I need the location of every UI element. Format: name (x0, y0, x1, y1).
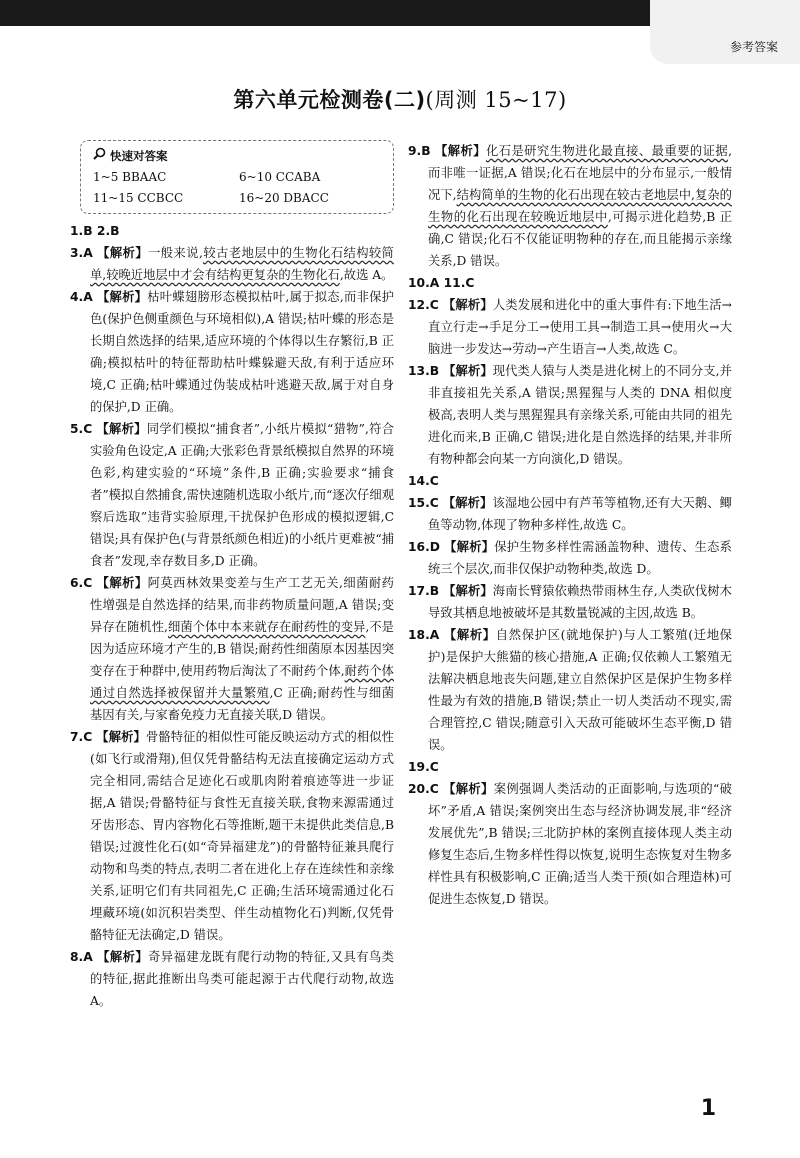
answer-14: 14.C (408, 474, 439, 488)
quick-answer-box (80, 140, 394, 214)
quick-row (93, 188, 385, 209)
title-sub: (周测 15~17) (425, 88, 567, 112)
left-column (70, 140, 394, 1012)
quick-cell: 6~10 CCABA (239, 170, 321, 184)
answer-10-11: 10.A 11.C (408, 276, 475, 290)
quick-answer-title: 快速对答案 (110, 149, 168, 163)
header-tab-label: 参考答案 (729, 40, 778, 54)
quick-answer-heading (93, 145, 385, 167)
answer-1-2: 1.B 2.B (70, 224, 120, 238)
title-main: 第六单元检测卷(二) (233, 88, 426, 112)
answer-3: 3.A 【解析】一般来说,较古老地层中的生物化石结构较简单,较晚近地层中才会有结构更复杂的生物化石,故选 A。 (70, 246, 394, 282)
answer-16: 16.D 【解析】保护生物多样性需涵盖物种、遗传、生态系统三个层次,而非仅保护动物种类,故选 D。 (408, 540, 732, 576)
answer-19: 19.C (408, 760, 439, 774)
header-tab (650, 0, 800, 64)
answer-12: 12.C 【解析】人类发展和进化中的重大事件有:下地生活→直立行走→手足分工→使用工具→制造工具→使用火→大脑进一步发达→劳动→产生语言→人类,故选 C。 (408, 298, 732, 356)
answer-20: 20.C 【解析】案例强调人类活动的正面影响,与选项的“破坏”矛盾,A 错误;案例突出生态与经济协调发展,非“经济发展优先”,B 错误;三北防护林的案例直接体现人类主动修复生态后,生物多样性得以恢复,说明生态恢复对生物多样性具有积极影响,C 正确;适当人类干预(如合理造林)可促进生态恢复,D 错误。 (408, 782, 732, 906)
magnifier-icon (93, 145, 106, 167)
answer-13: 13.B 【解析】现代类人猿与人类是进化树上的不同分支,并非直接祖先关系,A 错误;黑猩猩与人类的 DNA 相似度极高,表明人类与黑猩猩具有亲缘关系,可能由共同的祖先进化而来,B 正确,C 错误;进化是自然选择的结果,并非所有物种都会向某一方向演化,D 错误。 (408, 364, 732, 466)
answer-15: 15.C 【解析】该湿地公园中有芦苇等植物,还有大天鹅、鲫鱼等动物,体现了物种多样性,故选 C。 (408, 496, 732, 532)
answer-4: 4.A 【解析】枯叶蝶翅膀形态模拟枯叶,属于拟态,而非保护色(保护色侧重颜色与环境相似),A 错误;枯叶蝶的形态是长期自然选择的结果,适应环境的个体得以生存繁衍,B 正确;模拟枯叶的特征帮助枯叶蝶躲避天敌,有利于适应环境,C 正确;枯叶蝶通过伪装成枯叶逃避天敌,属于对自身的保护,D 正确。 (70, 290, 394, 414)
quick-cell: 1~5 BBAAC (93, 170, 167, 184)
answer-9: 9.B 【解析】化石是研究生物进化最直接、最重要的证据,而非唯一证据,A 错误;化石在地层中的分布显示,一般情况下,结构简单的生物的化石出现在较古老地层中,复杂的生物的化石出现在较晚近地层中,可揭示进化趋势,B 正确,C 错误;化石不仅能证明物种的存在,而且能揭示亲缘关系,D 错误。 (408, 144, 732, 268)
page-title (0, 84, 800, 114)
page-number: 1 (700, 1096, 716, 1121)
quick-cell: 11~15 CCBCC (93, 191, 184, 205)
answer-5: 5.C 【解析】同学们模拟“捕食者”,小纸片模拟“猎物”,符合实验角色设定,A 正确;大张彩色背景纸模拟自然界的环境色彩,构建实验的“环境”条件,B 正确;实验要求“捕食者”模拟自然捕食,需快速随机选取小纸片,而“逐次仔细观察后选取”违背实验原理,干扰保护色形成的模拟逻辑,C 错误;具有保护色(与背景纸颜色相近)的小纸片更难被“捕食者”发现,幸存数目多,D 正确。 (70, 422, 394, 568)
right-column (408, 140, 732, 910)
answer-17: 17.B 【解析】海南长臂猿依赖热带雨林生存,人类砍伐树木导致其栖息地被破坏是其数量锐减的主因,故选 B。 (408, 584, 732, 620)
answer-8: 8.A 【解析】奇异福建龙既有爬行动物的特征,又具有鸟类的特征,据此推断出鸟类可能起源于古代爬行动物,故选 A。 (70, 950, 394, 1008)
quick-row (93, 167, 385, 188)
quick-cell: 16~20 DBACC (239, 191, 329, 205)
answer-6: 6.C 【解析】阿莫西林效果变差与生产工艺无关,细菌耐药性增强是自然选择的结果,而非药物质量问题,A 错误;变异存在随机性,细菌个体中本来就存在耐药性的变异,不是因为适应环境才产生的,B 错误;耐药性细菌原本因基因突变存在于种群中,使用药物后淘汰了不耐药个体,耐药个体通过自然选择被保留并大量繁殖,C 正确;耐药性与细菌基因有关,与家畜免疫力无直接关联,D 错误。 (70, 576, 394, 722)
answer-7: 7.C 【解析】骨骼特征的相似性可能反映运动方式的相似性(如飞行或滑翔),但仅凭骨骼结构无法直接确定运动方式完全相同,需结合足迹化石或肌肉附着痕迹等进一步证据,A 错误;骨骼特征与食性无直接关联,食物来源需通过牙齿形态、胃内容物化石等推断,题干未提供此类信息,B 错误;过渡性化石(如“奇异福建龙”)的骨骼特征兼具爬行动物和鸟类的特点,表明二者在进化上存在连续性和亲缘关系,证明它们有共同祖先,C 正确;生活环境需通过化石埋藏环境(如沉积岩类型、伴生动植物化石)判断,仅凭骨骼特征无法确定,D 错误。 (70, 730, 394, 942)
answer-18: 18.A 【解析】自然保护区(就地保护)与人工繁殖(迁地保护)是保护大熊猫的核心措施,A 正确;仅依赖人工繁殖无法解决栖息地丧失问题,建立自然保护区是保护生物多样性最为有效的措施,B 错误;禁止一切人类活动不现实,需合理管控,C 错误;随意引入天敌可能破坏生态平衡,D 错误。 (408, 628, 732, 752)
